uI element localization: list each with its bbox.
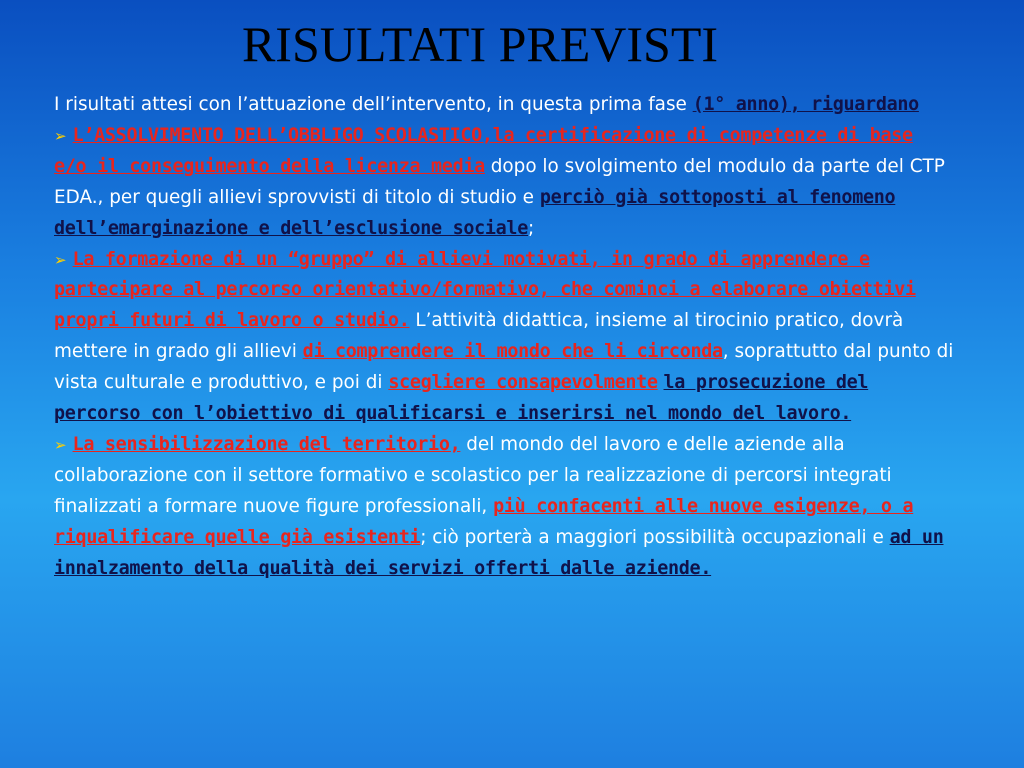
- bullet-1-dark-emphasis: perciò già sottoposti al fenomeno dell’emarginazione e dell’esclusione sociale: [54, 186, 896, 239]
- bullet-2-text-2: , soprattutto dal punto di vista culturale e produttivo, e poi di: [54, 341, 954, 394]
- bullet-3-text-2: ; ciò porterà a maggiori possibilità occupazionali e: [420, 526, 890, 548]
- intro-text: I risultati attesi con l’attuazione dell’intervento, in questa prima fase: [54, 94, 693, 115]
- bullet-1-emphasis: L’ASSOLVIMENTO DELL’OBBLIGO SCOLASTICO,la certificazione di competenze di base e/o il conseguimento della licenza media: [54, 124, 913, 177]
- intro-emphasis: (1° anno), riguardano: [692, 94, 919, 115]
- bullet-1-text: dopo lo svolgimento del modulo da parte del CTP EDA., per quegli allievi sprovvisti di titolo di studio e: [54, 155, 945, 208]
- bullet-2-emphasis-2: di comprendere il mondo che li circonda: [302, 341, 723, 363]
- bullet-2-dark-emphasis: la prosecuzione del percorso con l’obiettivo di qualificarsi e inserirsi nel mondo del lavoro.: [54, 372, 869, 425]
- bullet-item-2: [54, 245, 954, 430]
- bullet-item-1: [54, 121, 954, 245]
- bullet-item-3: [54, 430, 954, 585]
- arrow-bullet-icon: ➢: [54, 435, 67, 454]
- bullet-3-text: del mondo del lavoro e delle aziende alla collaborazione con il settore formativo e scolastico per la realizzazione di percorsi integrati finalizzati a formare nuove figure professionali,: [54, 433, 892, 517]
- bullet-3-emphasis: La sensibilizzazione del territorio,: [72, 433, 461, 455]
- bullet-3-emphasis-2: più confacenti alle nuove esigenze, o a riqualificare quelle già esistenti: [54, 495, 914, 548]
- bullet-3-dark-emphasis: ad un innalzamento della qualità dei servizi offerti dalle aziende.: [54, 526, 944, 579]
- slide-title: RISULTATI PREVISTI: [241, 16, 719, 72]
- bullet-2-text: L’attività didattica, insieme al tirocinio pratico, dovrà mettere in grado gli allievi: [54, 310, 904, 363]
- intro-paragraph: [54, 90, 954, 121]
- bullet-2-emphasis-3: scegliere consapevolmente: [388, 372, 658, 394]
- bullet-1-end: ;: [527, 217, 535, 239]
- bullet-2-emphasis: La formazione di un “gruppo” di allievi motivati, in grado di apprendere e partecipare al percorso orientativo/formativo, che cominci a elaborare obiettivi propri futuri di lavoro o studio.: [54, 248, 916, 332]
- arrow-bullet-icon: ➢: [54, 126, 67, 145]
- slide-body: [54, 90, 954, 585]
- arrow-bullet-icon: ➢: [54, 250, 67, 269]
